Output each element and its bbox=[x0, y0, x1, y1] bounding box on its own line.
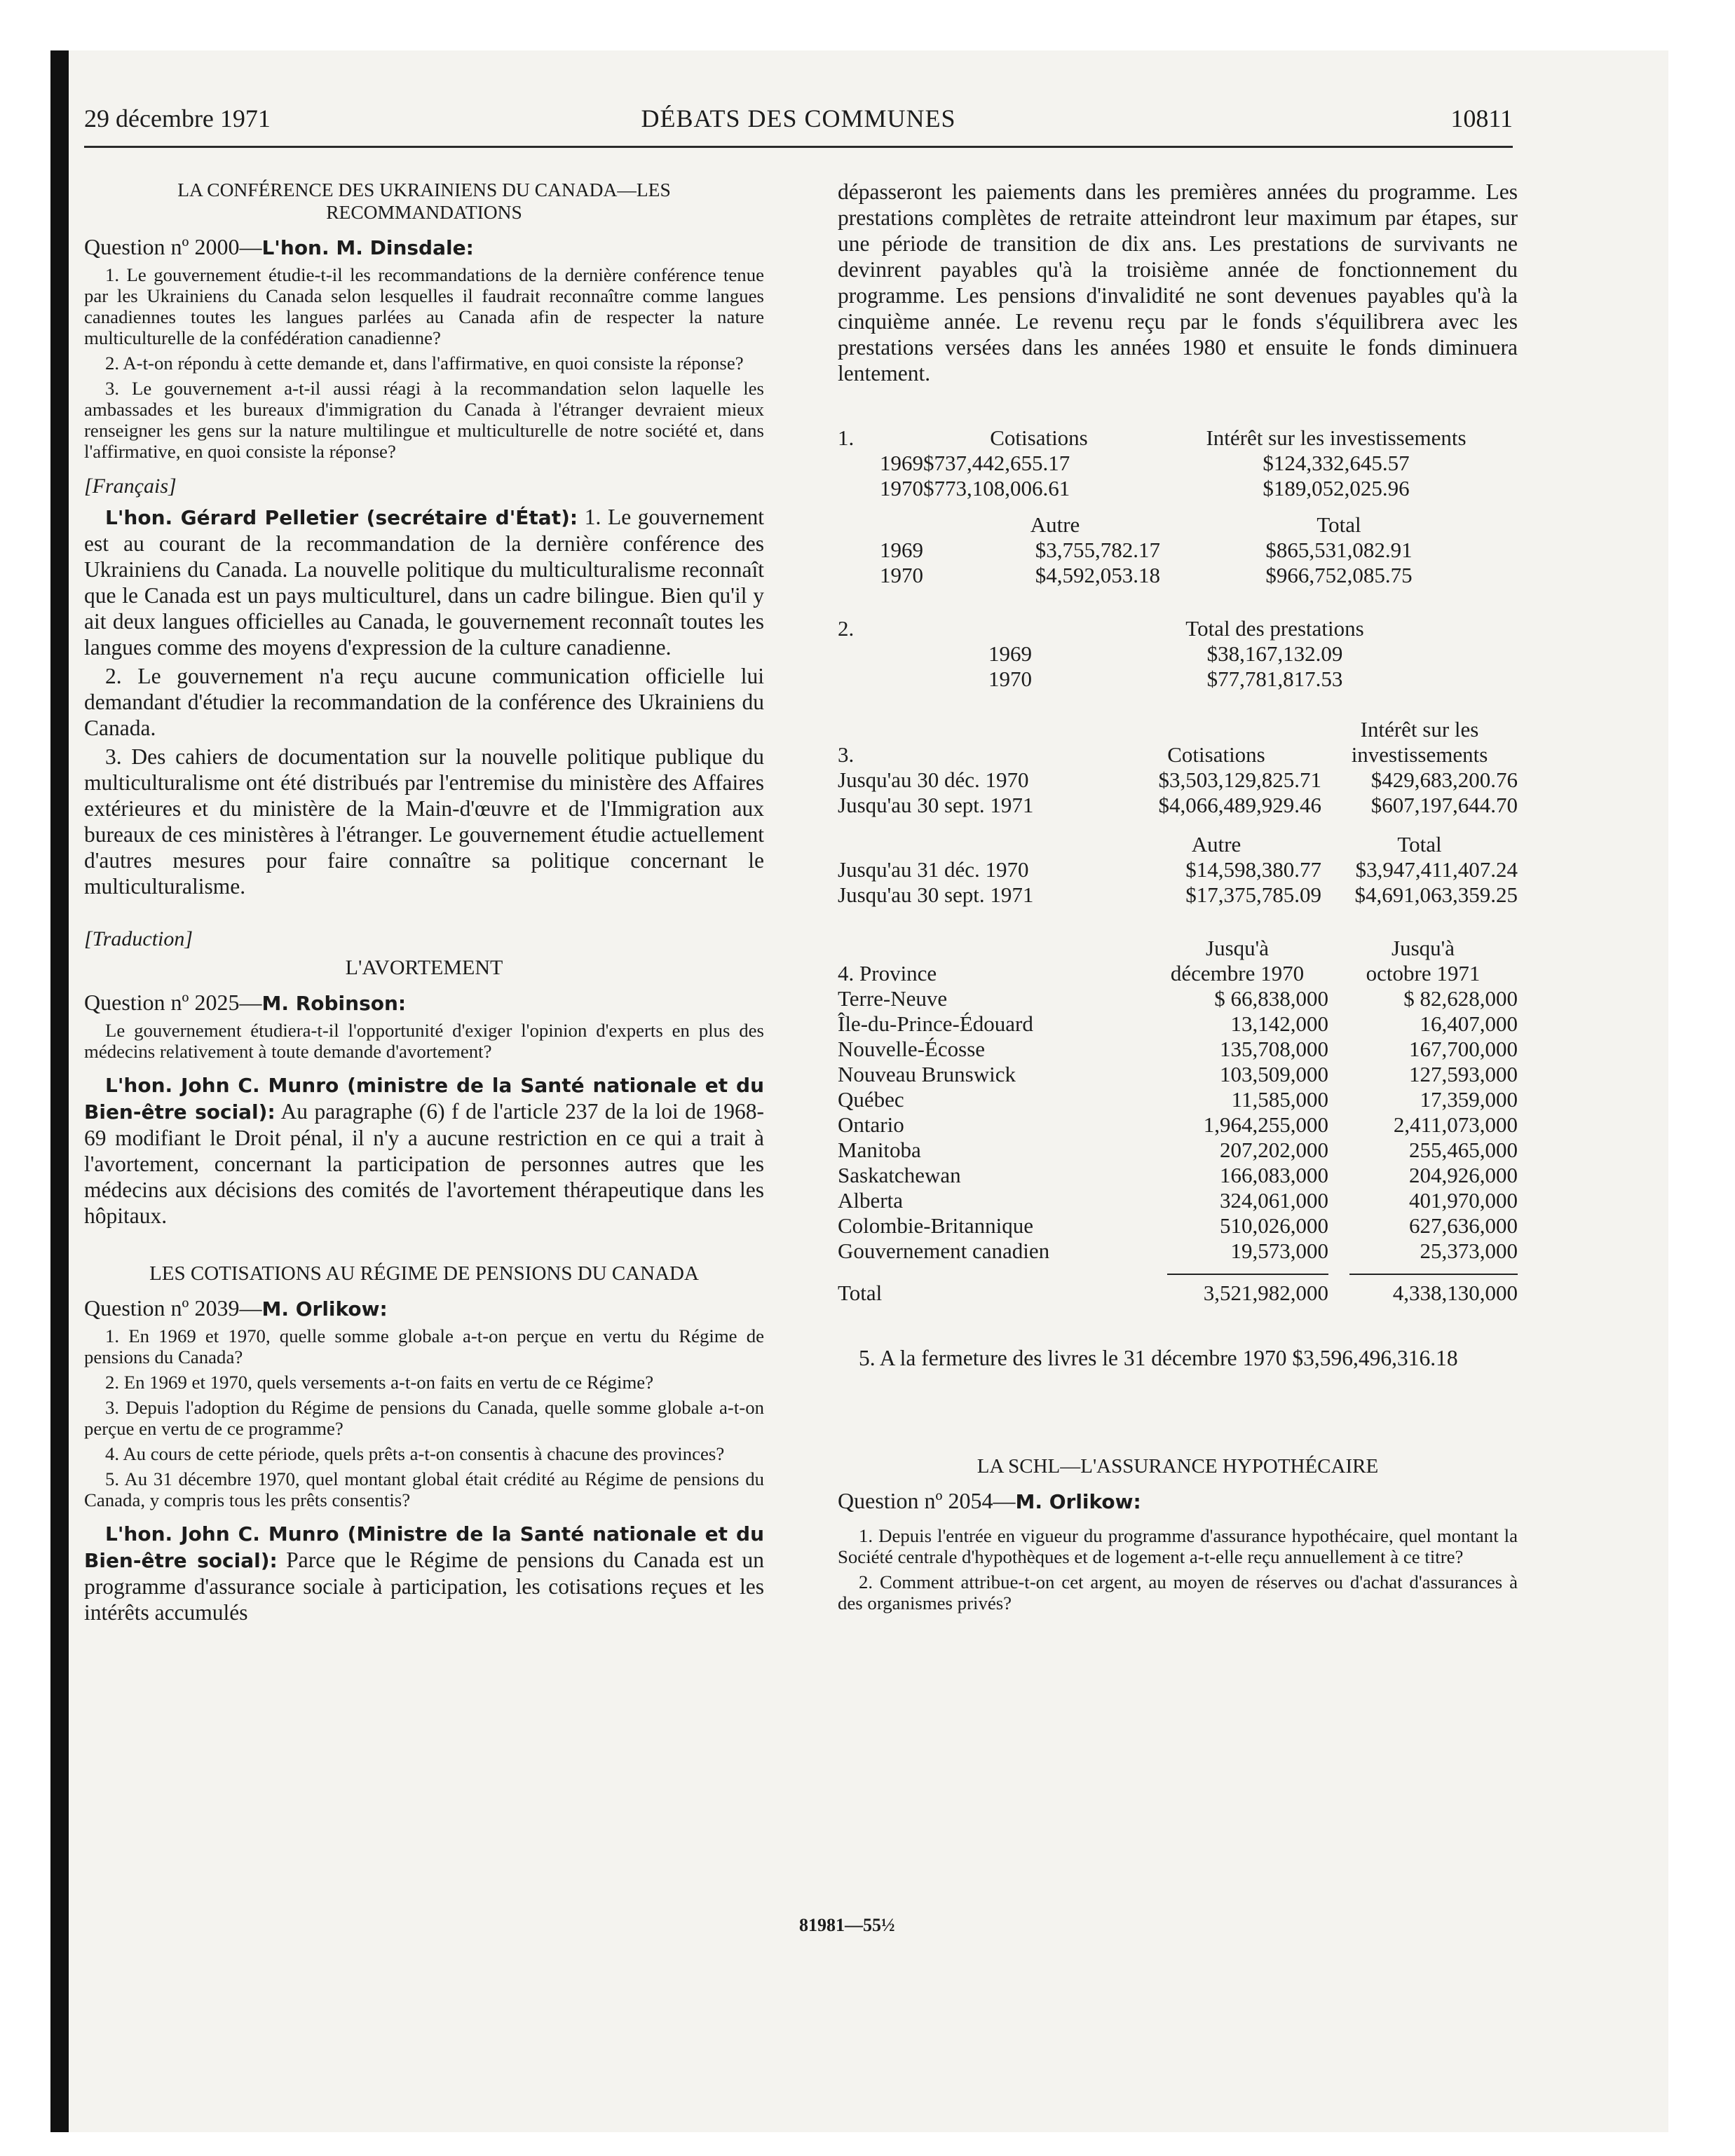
cell: 2,411,073,000 bbox=[1393, 1112, 1518, 1137]
row-year: 1969 bbox=[880, 451, 923, 475]
left-column bbox=[84, 179, 764, 1628]
language-note: [Traduction] bbox=[84, 927, 193, 950]
question-label: Question nº 2000— bbox=[84, 234, 262, 259]
question-label: Question nº 2025— bbox=[84, 990, 262, 1015]
question-text: 2. Comment attribue-t-on cet argent, au moyen de réserves ou d'achat d'assurances à des organismes privés? bbox=[838, 1571, 1518, 1613]
cell: 19,573,000 bbox=[1230, 1239, 1328, 1263]
cell: $966,752,085.75 bbox=[1265, 563, 1413, 587]
table-1-other bbox=[838, 512, 1518, 588]
table-number: 2. bbox=[838, 616, 855, 641]
table-number: 3. bbox=[838, 742, 855, 767]
total-label: Total bbox=[838, 1281, 883, 1305]
table-row bbox=[838, 1062, 1518, 1087]
province: Saskatchewan bbox=[838, 1163, 961, 1187]
cell: 207,202,000 bbox=[1220, 1138, 1328, 1162]
question-text: 2. En 1969 et 1970, quels versements a-t-on faits en vertu de ce Régime? bbox=[105, 1372, 654, 1393]
table-row bbox=[838, 857, 1518, 882]
province: Ontario bbox=[838, 1112, 904, 1137]
cell: $14,598,380.77 bbox=[1185, 857, 1321, 882]
cell: $607,197,644.70 bbox=[1370, 793, 1518, 817]
header-date: 29 décembre 1971 bbox=[84, 104, 271, 132]
answer-paragraph bbox=[84, 1520, 764, 1625]
row-label: Jusqu'au 31 déc. 1970 bbox=[838, 857, 1029, 882]
question-speaker: M. Orlikow: bbox=[1015, 1490, 1141, 1513]
answer-speaker: L'hon. John C. Munro (Ministre de la Santé nationale et du Bien-être social): bbox=[84, 1522, 764, 1572]
cell: $3,755,782.17 bbox=[1035, 538, 1160, 562]
question-2039 bbox=[84, 1295, 764, 1323]
cell: $4,691,063,359.25 bbox=[1354, 882, 1518, 907]
table-row bbox=[838, 451, 1518, 476]
column-header: Intérêt sur les investissements bbox=[1351, 717, 1488, 767]
cell: $77,781,817.53 bbox=[1206, 667, 1343, 691]
question-text: Le gouvernement étudiera-t-il l'opportunité d'exiger l'opinion d'experts en plus des médecins relativement à toute demande d'avortement? bbox=[84, 1020, 764, 1062]
column-header: Cotisations bbox=[990, 425, 1088, 450]
cell: 135,708,000 bbox=[1220, 1037, 1328, 1061]
province: Île-du-Prince-Édouard bbox=[838, 1011, 1033, 1036]
cell: 255,465,000 bbox=[1409, 1138, 1518, 1162]
answer-text: Au paragraphe (6) f de l'article 237 de la loi de 1968-69 modifiant le Droit pénal, il n'y a aucune restriction en ce qui a trait à l'avortement, concernant la participation de personnes autres que les médecins aux décisions des comités de l'avortement thérapeutique dans les hôpitaux. bbox=[84, 1099, 764, 1228]
question-text: 2. A-t-on répondu à cette demande et, dans l'affirmative, en quoi consiste la réponse? bbox=[105, 353, 744, 374]
answer-speaker: L'hon. John C. Munro (ministre de la Santé nationale et du Bien-être social): bbox=[84, 1074, 764, 1124]
table-row bbox=[838, 538, 1518, 563]
question-speaker: M. Orlikow: bbox=[261, 1297, 388, 1321]
province: Québec bbox=[838, 1087, 904, 1112]
cell: 166,083,000 bbox=[1220, 1163, 1328, 1187]
column-header: Autre bbox=[1191, 832, 1241, 857]
question-text: 1. Le gouvernement étudie-t-il les recommandations de la dernière conférence tenue par les Ukrainiens du Canada selon lesquelles il faudrait reconnaître comme langues canadiennes toutes les langues parlées au Canada afin de respecter la nature multiculturelle de la confédération canadienne? bbox=[84, 264, 764, 348]
column-header: Cotisations bbox=[1167, 742, 1265, 767]
cell: $4,592,053.18 bbox=[1035, 563, 1160, 587]
cell: 127,593,000 bbox=[1409, 1062, 1518, 1086]
cell: 25,373,000 bbox=[1420, 1239, 1518, 1263]
answer-paragraph bbox=[84, 1072, 764, 1229]
row-year: 1969 bbox=[988, 641, 1032, 666]
table-1-contributions bbox=[838, 425, 1518, 501]
section-title-ukrainiens: LA CONFÉRENCE DES UKRAINIENS DU CANADA—LES RECOMMANDATIONS bbox=[177, 179, 671, 223]
column-header: Jusqu'à octobre 1971 bbox=[1366, 936, 1481, 985]
province: Gouvernement canadien bbox=[838, 1239, 1050, 1263]
cell: 167,700,000 bbox=[1409, 1037, 1518, 1061]
column-header: Total bbox=[1316, 512, 1361, 537]
row-label: Jusqu'au 30 sept. 1971 bbox=[838, 793, 1034, 817]
cell: $3,503,129,825.71 bbox=[1158, 767, 1321, 792]
cell: $ 82,628,000 bbox=[1403, 986, 1518, 1011]
table-row bbox=[838, 1011, 1518, 1037]
cell: 103,509,000 bbox=[1220, 1062, 1328, 1086]
answer-text: Parce que le Régime de pensions du Canada est un programme d'assurance sociale à participation, les cotisations reçues et les intérêts accumulés bbox=[84, 1548, 765, 1625]
scan-edge bbox=[50, 50, 69, 2132]
page-header bbox=[84, 104, 1513, 148]
table-row bbox=[838, 641, 1518, 667]
cell: 324,061,000 bbox=[1220, 1188, 1328, 1213]
cell: $773,108,006.61 bbox=[923, 476, 1070, 500]
question-speaker: M. Robinson: bbox=[261, 992, 407, 1015]
table-row bbox=[838, 667, 1518, 692]
province: Terre-Neuve bbox=[838, 986, 948, 1011]
table-4-provinces bbox=[838, 936, 1518, 1306]
table-row bbox=[838, 1188, 1518, 1213]
table-row bbox=[838, 476, 1518, 501]
section-title-cotisations: LES COTISATIONS AU RÉGIME DE PENSIONS DU CANADA bbox=[149, 1262, 699, 1285]
cell: 627,636,000 bbox=[1409, 1213, 1518, 1238]
right-column bbox=[838, 179, 1518, 1618]
row-label: Jusqu'au 30 sept. 1971 bbox=[838, 882, 1034, 907]
question-label: Question nº 2039— bbox=[84, 1295, 262, 1321]
cell: $189,052,025.96 bbox=[1263, 476, 1410, 500]
cell: 17,359,000 bbox=[1420, 1087, 1518, 1112]
question-text: 3. Le gouvernement a-t-il aussi réagi à la recommandation selon laquelle les ambassades et les bureaux d'immigration du Canada à l'étranger devraient mieux renseigner les gens sur la nature multilingue et multiculturelle de notre société et, dans l'affirmative, en quoi consiste la réponse? bbox=[84, 378, 764, 462]
row-year: 1969 bbox=[880, 538, 923, 562]
table-rule bbox=[1146, 1264, 1328, 1275]
table-row bbox=[838, 1138, 1518, 1163]
answer-paragraph bbox=[84, 504, 764, 660]
question-text: 1. Depuis l'entrée en vigueur du programme d'assurance hypothécaire, quel montant la Société centrale d'hypothèques et de logement a-t-elle reçu annuellement à ce titre? bbox=[838, 1525, 1518, 1567]
question-speaker: L'hon. M. Dinsdale: bbox=[261, 236, 474, 259]
province: Alberta bbox=[838, 1188, 903, 1213]
cell: 3,521,982,000 bbox=[1203, 1281, 1328, 1305]
table-3-cumulative bbox=[838, 717, 1518, 908]
table-row bbox=[838, 882, 1518, 908]
cell: 11,585,000 bbox=[1231, 1087, 1328, 1112]
cell: $737,442,655.17 bbox=[923, 451, 1070, 475]
column-header: Jusqu'à décembre 1970 bbox=[1170, 936, 1305, 985]
column-header: 4. Province bbox=[838, 961, 937, 985]
question-text: 1. En 1969 et 1970, quelle somme globale a-t-on perçue en vertu du Régime de pensions du Canada? bbox=[84, 1325, 764, 1367]
table-row bbox=[838, 563, 1518, 588]
cell: $ 66,838,000 bbox=[1214, 986, 1328, 1011]
column-header: Autre bbox=[1030, 512, 1080, 537]
cell: $38,167,132.09 bbox=[1206, 641, 1343, 666]
column-header: Intérêt sur les investissements bbox=[1206, 425, 1467, 450]
footer-code: 81981—55½ bbox=[799, 1915, 895, 1935]
header-page-number: 10811 bbox=[1450, 104, 1513, 132]
question-2000 bbox=[84, 233, 764, 261]
cell: 204,926,000 bbox=[1409, 1163, 1518, 1187]
cell: $4,066,489,929.46 bbox=[1158, 793, 1321, 817]
question-text: 5. Au 31 décembre 1970, quel montant global était crédité au Régime de pensions du Canada, y compris tous les prêts consentis? bbox=[84, 1468, 764, 1510]
cell: $3,947,411,407.24 bbox=[1355, 857, 1518, 882]
answer-text: 1. Le gouvernement est au courant de la recommandation de la dernière conférence des Ukrainiens du Canada. La nouvelle politique du multiculturalisme reconnaît que le Canada est un pays multiculturel, dans un cadre bilingue. Bien qu'il y ait deux langues officielles au Canada, le gouvernement reconnaît toutes les langues comme des moyens d'expression de la culture canadienne. bbox=[84, 505, 764, 660]
section-title-schl: LA SCHL—L'ASSURANCE HYPOTHÉCAIRE bbox=[977, 1455, 1379, 1478]
province: Manitoba bbox=[838, 1138, 921, 1162]
table-row bbox=[838, 767, 1518, 793]
cell: $124,332,645.57 bbox=[1263, 451, 1410, 475]
table-row bbox=[838, 793, 1518, 818]
row-year: 1970 bbox=[880, 476, 923, 500]
table-2-benefits bbox=[838, 616, 1518, 692]
cell: 4,338,130,000 bbox=[1392, 1281, 1518, 1305]
row-year: 1970 bbox=[880, 563, 923, 587]
table-total-row bbox=[838, 1275, 1518, 1306]
answer-continuation: dépasseront les paiements dans les premières années du programme. Les prestations complètes de retraite atteindront leur maximum par étapes, sur une période de transition de dix ans. Les prestations de survivants ne devinrent payables qu'à la troisième année de fonctionnement du programme. Les pensions d'invalidité ne sont devenues payables qu'à la cinquième année. Le revenu reçu par le fonds s'équilibrera avec les prestations versées dans les années 1980 et ensuite le fonds diminuera lentement. bbox=[838, 179, 1518, 386]
section-title-avortement: L'AVORTEMENT bbox=[345, 956, 503, 979]
province: Nouvelle-Écosse bbox=[838, 1037, 986, 1061]
table-row bbox=[838, 1037, 1518, 1062]
answer-paragraph: 2. Le gouvernement n'a reçu aucune communication officielle lui demandant d'étudier la recommandation de la conférence des Ukrainiens du Canada. bbox=[84, 664, 764, 740]
table-number: 1. bbox=[838, 425, 855, 450]
table-row bbox=[838, 1112, 1518, 1138]
header-title: DÉBATS DES COMMUNES bbox=[641, 104, 956, 132]
table-row bbox=[838, 1163, 1518, 1188]
question-2054 bbox=[838, 1487, 1518, 1515]
cell: $865,531,082.91 bbox=[1265, 538, 1413, 562]
table-row bbox=[838, 1213, 1518, 1239]
column-header: Total bbox=[1397, 832, 1442, 857]
cell: 1,964,255,000 bbox=[1203, 1112, 1328, 1137]
cell: $17,375,785.09 bbox=[1185, 882, 1321, 907]
question-label: Question nº 2054— bbox=[838, 1488, 1016, 1513]
table-rule bbox=[1328, 1264, 1518, 1275]
question-text: 3. Depuis l'adoption du Régime de pensions du Canada, quelle somme globale a-t-on perçue en vertu de ce programme? bbox=[84, 1397, 764, 1439]
column-header: Total des prestations bbox=[1185, 616, 1364, 641]
answer-speaker: L'hon. Gérard Pelletier (secrétaire d'État): bbox=[105, 506, 578, 529]
answer-paragraph: 3. Des cahiers de documentation sur la nouvelle politique publique du multiculturalisme ont été distribués par l'entremise du ministère des Affaires extérieures et du ministère de la Main-d'œuvre et de l'Immigration aux bureaux de ces ministères à l'étranger. Le gouvernement étudie actuellement d'autres mesures pour faire connaître sa politique concernant le multiculturalisme. bbox=[84, 744, 764, 899]
table-row bbox=[838, 1239, 1518, 1264]
cell: 13,142,000 bbox=[1230, 1011, 1328, 1036]
row-year: 1970 bbox=[988, 667, 1032, 691]
question-text: 4. Au cours de cette période, quels prêts a-t-on consentis à chacune des provinces? bbox=[105, 1443, 725, 1464]
row-label: Jusqu'au 30 déc. 1970 bbox=[838, 767, 1029, 792]
table-row bbox=[838, 986, 1518, 1011]
cell: 510,026,000 bbox=[1220, 1213, 1328, 1238]
cell: 401,970,000 bbox=[1409, 1188, 1518, 1213]
cell: 16,407,000 bbox=[1420, 1011, 1518, 1036]
language-note: [Français] bbox=[84, 475, 177, 498]
province: Colombie-Britannique bbox=[838, 1213, 1033, 1238]
answer-paragraph: 5. A la fermeture des livres le 31 décembre 1970 $3,596,496,316.18 bbox=[859, 1346, 1458, 1370]
province: Nouveau Brunswick bbox=[838, 1062, 1016, 1086]
question-2025 bbox=[84, 989, 764, 1017]
cell: $429,683,200.76 bbox=[1370, 767, 1518, 792]
table-row bbox=[838, 1087, 1518, 1112]
